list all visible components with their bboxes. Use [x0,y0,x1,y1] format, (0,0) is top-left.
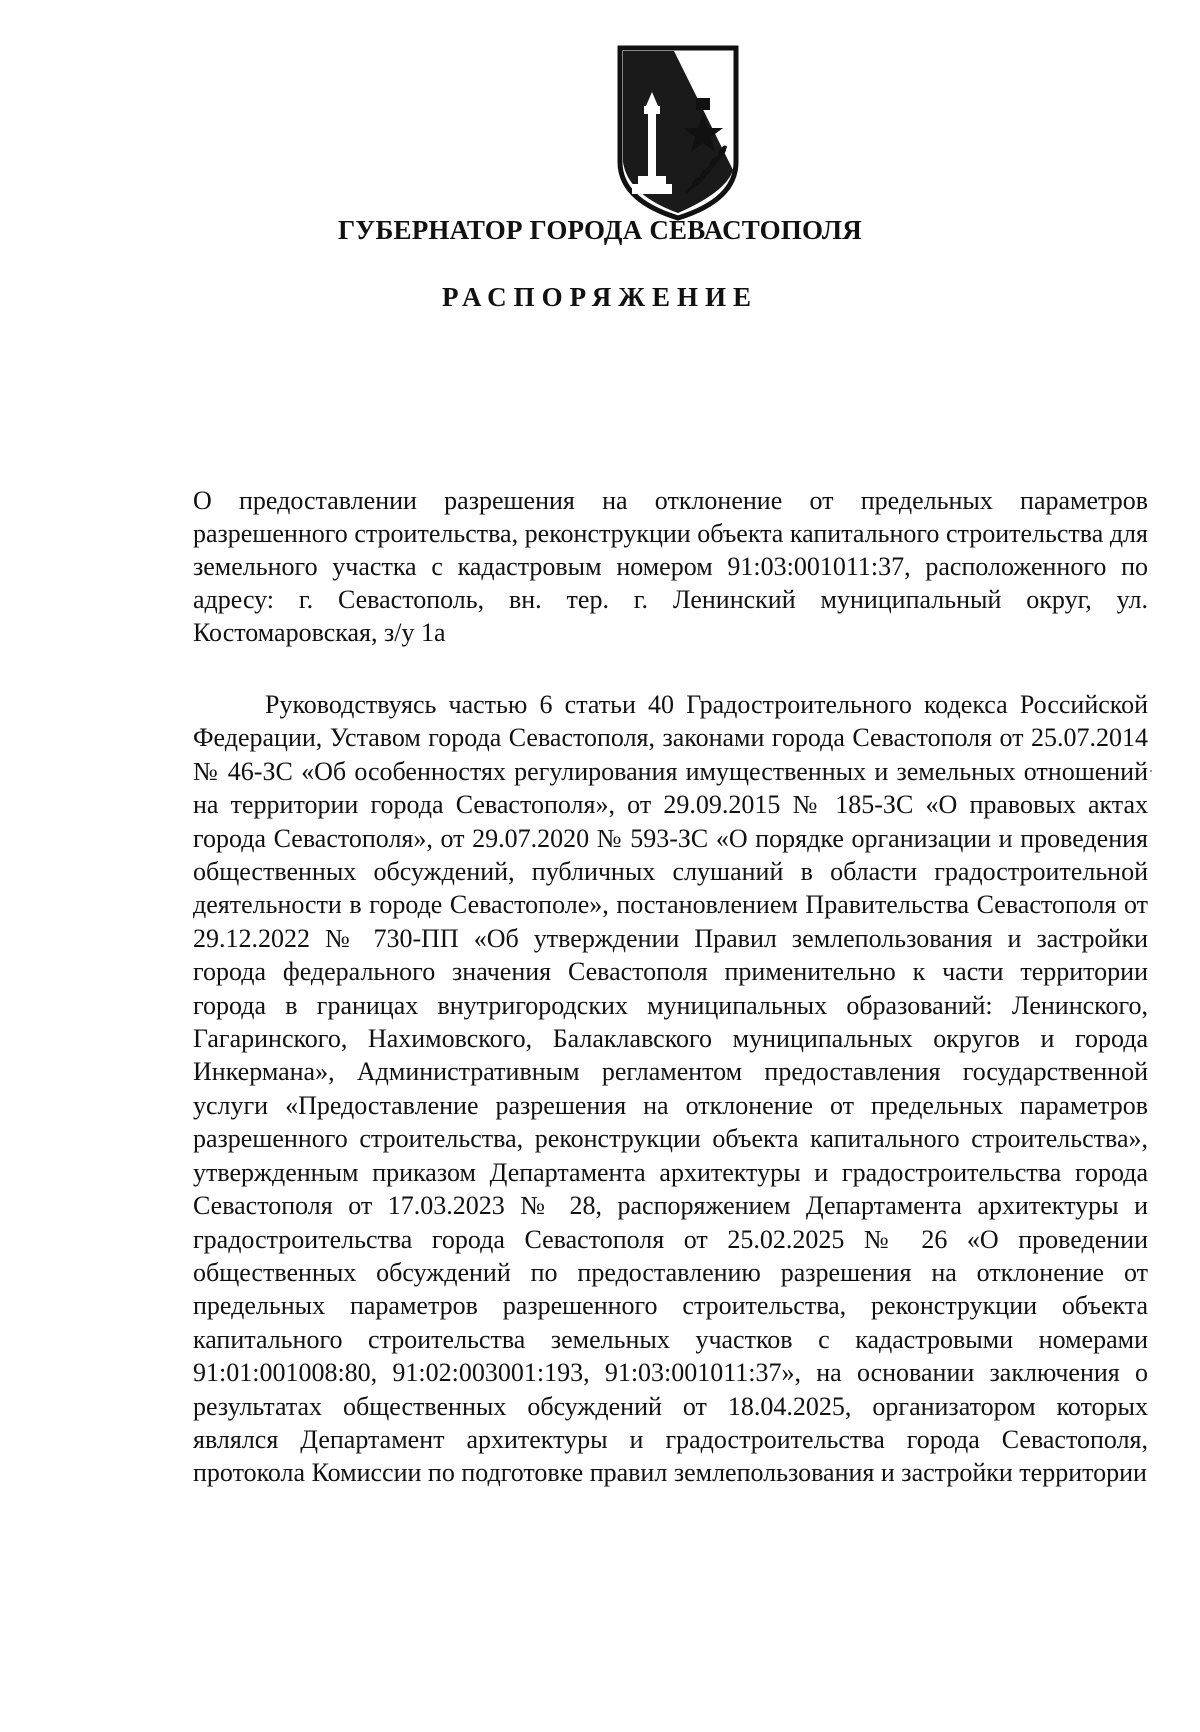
coat-of-arms-icon [614,42,742,222]
issuing-authority-title: ГУБЕРНАТОР ГОРОДА СЕВАСТОПОЛЯ [338,215,862,245]
document-type-title: РАСПОРЯЖЕНИЕ [441,282,759,312]
body-paragraph: Руководствуясь частью 6 статьи 40 Градостроительного кодекса Российской Федерации, Уставом города Севастополя, законами города Севастополя от 25.07.2014 № 46-ЗС «Об особенностях регулирования имущественных и земельных отношений на территории города Севастополя», от 29.09.2015 № 185-ЗС «О правовых актах города Севастополя», от 29.07.2020 № 593-ЗС «О порядке организации и проведения общественных обсуждений, публичных слушаний в области градостроительной деятельности в городе Севастополе», постановлением Правительства Севастополя от 29.12.2022 № 730-ПП «Об утверждении Правил землепользования и застройки города федерального значения Севастополя применительно к части территории города в границах внутригородских муниципальных образований: Ленинского, Гагаринского, Нахимовского, Балаклавского муниципальных округов и города Инкермана», Административным регламентом предоставления государственной услуги «Предоставление разрешения на отклонение от предельных параметров разрешенного строительства, реконструкции объекта капитального строительства», утвержденным приказом Департамента архитектуры и градостроительства города Севастополя от 17.03.2023 № 28, распоряжением Департамента архитектуры и градостроительства города Севастополя от 25.02.2025 № 26 «О проведении общественных обсуждений по предоставлению разрешения на отклонение от предельных параметров разрешенного строительства, реконструкции объекта капитального строительства земельных участков с кадастровыми номерами 91:01:001008:80, 91:02:003001:193, 91:03:001011:37», на основании заключения о результатах общественных обсуждений от 18.04.2025, организатором которых являлся Департамент архитектуры и градостроительства города Севастополя, протокола Комиссии по подготовке правил землепользования и застройки территории [193,690,1148,1488]
document-subject: О предоставлении разрешения на отклонение от предельных параметров разрешенного строительства, реконструкции объекта капитального строительства для земельного участка с кадастровым номером 91:03:001011:37, расположенного по адресу: г. Севастополь, вн. тер. г. Ленинский муниципальный округ, ул. Костомаровская, з/у 1а [193,486,1148,647]
scan-artifact [1150,770,1152,772]
